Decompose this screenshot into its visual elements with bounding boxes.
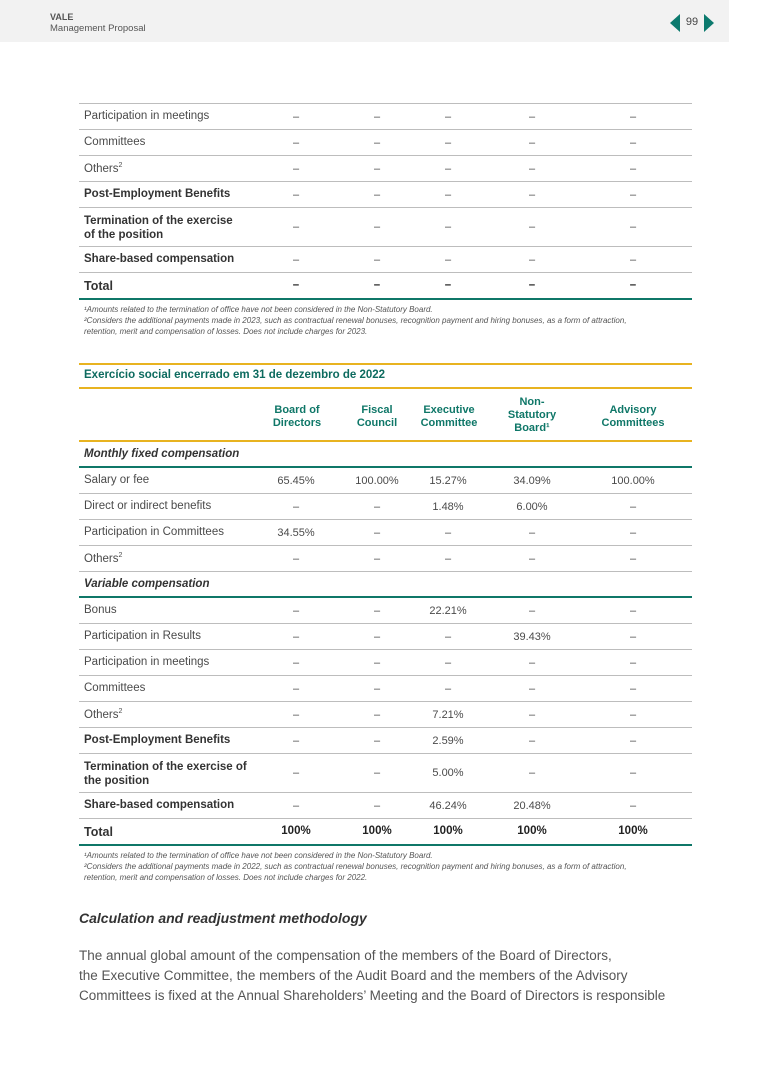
footnote: ¹Amounts related to the termination of office have not been considered in the Non-Statutory Board. [84, 305, 433, 314]
table-cell: 34.09% [513, 475, 551, 487]
table-cell: – [444, 163, 452, 175]
table-cell: – [528, 553, 536, 565]
footnote: ¹Amounts related to the termination of office have not been considered in the Non-Statutory Board. [84, 851, 433, 860]
table-row [79, 468, 692, 494]
table-row [79, 494, 692, 520]
table-cell: – [292, 111, 300, 123]
table-cell: – [629, 527, 637, 539]
table-row [79, 728, 692, 754]
table-row [79, 650, 692, 676]
table-cell: 100% [281, 825, 311, 837]
table-cell: 100.00% [355, 475, 399, 487]
column-header: Advisory Committees [601, 404, 665, 429]
table-cell: 100% [618, 825, 648, 837]
table-cell: – [444, 657, 452, 669]
row-label: Termination of the exercise of the position [84, 761, 247, 787]
footnote: ²Considers the additional payments made in 2022, such as contractual renewal bonuses, recognition payment and hiring bonuses, as a form of attraction, [84, 862, 627, 871]
table-cell: – [292, 221, 300, 233]
table-cell: – [528, 137, 536, 149]
table-cell: – [444, 254, 452, 266]
table-cell: – [444, 279, 452, 291]
row-label: Others$^2$ [84, 708, 123, 721]
paragraph-line: the Executive Committee, the members of the Audit Board and the members of the Advisory [79, 968, 628, 983]
table-cell: – [444, 553, 452, 565]
row-label: Direct or indirect benefits [84, 500, 212, 512]
table-cell: – [528, 111, 536, 123]
table-cell: – [444, 631, 452, 643]
previous-page-icon[interactable] [670, 14, 680, 32]
table-cell: – [629, 683, 637, 695]
table-cell: – [292, 657, 300, 669]
table-cell: – [373, 553, 381, 565]
table-row [79, 676, 692, 702]
row-label: Post-Employment Benefits [84, 188, 231, 200]
body-paragraph [79, 946, 699, 1006]
table-cell: 39.43% [513, 631, 551, 643]
table-cell: – [373, 683, 381, 695]
page-header [0, 0, 729, 42]
section-row [79, 572, 692, 598]
table-cell: – [373, 800, 381, 812]
table-cell: – [292, 683, 300, 695]
table-cell: 65.45% [277, 475, 315, 487]
table-cell: – [373, 137, 381, 149]
row-label: Bonus [84, 604, 117, 616]
table-footnotes [84, 850, 688, 883]
footnote: retention, merit and compensation of losses. Does not include charges for 2023. [84, 327, 368, 336]
table-total-row [79, 273, 692, 300]
row-label: Committees [84, 136, 146, 148]
table-cell: – [292, 767, 300, 779]
table-cell: – [373, 111, 381, 123]
table-cell: – [528, 254, 536, 266]
table-cell: – [444, 527, 452, 539]
table-cell: – [373, 279, 381, 291]
row-label: Post-Employment Benefits [84, 734, 231, 746]
row-label: Others$^2$ [84, 162, 123, 175]
table-row [79, 182, 692, 208]
table-cell: 15.27% [429, 475, 467, 487]
column-header: Non- Statutory Board¹ [507, 396, 557, 434]
table-cell: – [528, 221, 536, 233]
table-row [79, 754, 692, 793]
table-cell: 100% [517, 825, 547, 837]
table-row [79, 208, 692, 247]
table-cell: – [444, 221, 452, 233]
table-cell: – [373, 254, 381, 266]
table-cell: – [373, 767, 381, 779]
table-cell: – [373, 163, 381, 175]
table-cell: – [629, 631, 637, 643]
table-cell: – [629, 163, 637, 175]
table-title-bar [79, 363, 692, 389]
table-cell: – [373, 709, 381, 721]
table-cell: – [528, 657, 536, 669]
table-title: Exercício social encerrado em 31 de dezembro de 2022 [84, 369, 386, 381]
table-cell: 5.00% [432, 767, 464, 779]
table-row [79, 520, 692, 546]
table-total-row [79, 819, 692, 846]
table-cell: – [292, 800, 300, 812]
table-cell: – [528, 527, 536, 539]
table-cell: 100.00% [611, 475, 655, 487]
table-cell: – [292, 605, 300, 617]
table-cell: – [292, 553, 300, 565]
table-cell: – [528, 735, 536, 747]
table-cell: – [528, 163, 536, 175]
page-number: 99 [685, 16, 699, 28]
table-cell: – [528, 605, 536, 617]
table-cell: – [629, 189, 637, 201]
table-row [79, 546, 692, 572]
table-cell: – [373, 189, 381, 201]
next-page-icon[interactable] [704, 14, 714, 32]
column-header: Executive Committee [420, 404, 478, 429]
table-cell: – [629, 137, 637, 149]
row-label: Salary or fee [84, 474, 150, 486]
table-footnotes [84, 304, 688, 337]
table-cell: – [292, 137, 300, 149]
paragraph-line: Committees is fixed at the Annual Shareholders’ Meeting and the Board of Directors is responsible [79, 988, 666, 1003]
compensation-table-2023-continued [79, 103, 692, 300]
table-cell: – [629, 605, 637, 617]
row-label: Total [84, 825, 113, 839]
table-cell: – [292, 735, 300, 747]
brand-name: VALE [50, 12, 74, 22]
table-cell: – [629, 767, 637, 779]
table-cell: – [629, 111, 637, 123]
table-cell: 100% [362, 825, 392, 837]
table-cell: – [629, 254, 637, 266]
table-cell: – [629, 800, 637, 812]
document-subtitle: Management Proposal [50, 23, 146, 34]
table-cell: – [292, 501, 300, 513]
table-cell: – [292, 631, 300, 643]
table-cell: 46.24% [429, 800, 467, 812]
table-row [79, 103, 692, 130]
table-cell: – [373, 605, 381, 617]
row-label: Share-based compensation [84, 253, 235, 265]
table-cell: 7.21% [432, 709, 464, 721]
row-label: Termination of the exercise of the position [84, 215, 233, 241]
table-cell: – [292, 189, 300, 201]
table-row [79, 130, 692, 156]
table-cell: – [373, 657, 381, 669]
table-cell: – [528, 279, 536, 291]
table-cell: – [528, 683, 536, 695]
table-row [79, 247, 692, 273]
table-cell: – [292, 163, 300, 175]
table-cell: 2.59% [432, 735, 464, 747]
paragraph-line: The annual global amount of the compensation of the members of the Board of Directors, [79, 948, 612, 963]
table-row [79, 702, 692, 728]
table-cell: – [629, 553, 637, 565]
table-cell: 20.48% [513, 800, 551, 812]
table-row [79, 793, 692, 819]
table-cell: – [629, 735, 637, 747]
table-cell: – [528, 767, 536, 779]
table-cell: – [444, 111, 452, 123]
row-label: Participation in meetings [84, 110, 210, 122]
column-header: Board of Directors [272, 404, 322, 429]
table-cell: – [528, 189, 536, 201]
table-row [79, 624, 692, 650]
section-row [79, 442, 692, 468]
row-label: Committees [84, 682, 146, 694]
row-label: Others$^2$ [84, 552, 123, 565]
column-header: Fiscal Council [356, 404, 398, 429]
table-cell: – [629, 501, 637, 513]
table-cell: – [292, 254, 300, 266]
table-cell: 22.21% [429, 605, 467, 617]
table-cell: – [528, 709, 536, 721]
table-cell: – [444, 683, 452, 695]
table-cell: – [444, 189, 452, 201]
footnote: retention, merit and compensation of losses. Does not include charges for 2022. [84, 873, 368, 882]
table-cell: 100% [433, 825, 463, 837]
page-navigator [670, 14, 714, 32]
table-cell: – [629, 709, 637, 721]
section-label: Variable compensation [84, 578, 210, 590]
table-cell: – [373, 221, 381, 233]
table-cell: – [373, 501, 381, 513]
table-cell: 34.55% [277, 527, 315, 539]
compensation-table-2022 [79, 442, 692, 846]
table-cell: – [292, 709, 300, 721]
table-cell: – [629, 279, 637, 291]
table-row [79, 156, 692, 182]
table-cell: 1.48% [432, 501, 464, 513]
table-cell: – [373, 735, 381, 747]
table-cell: 6.00% [516, 501, 548, 513]
row-label: Share-based compensation [84, 799, 235, 811]
section-label: Monthly fixed compensation [84, 448, 240, 460]
table-row [79, 598, 692, 624]
row-label: Participation in Committees [84, 526, 224, 538]
table-cell: – [629, 657, 637, 669]
table-cell: – [373, 631, 381, 643]
section-heading: Calculation and readjustment methodology [79, 910, 367, 926]
table-cell: – [373, 527, 381, 539]
table-cell: – [292, 279, 300, 291]
row-label: Participation in Results [84, 630, 201, 642]
table-cell: – [444, 137, 452, 149]
table-cell: – [629, 221, 637, 233]
row-label: Participation in meetings [84, 656, 210, 668]
row-label: Total [84, 279, 113, 293]
footnote: ²Considers the additional payments made in 2023, such as contractual renewal bonuses, recognition payment and hiring bonuses, as a form of attraction, [84, 316, 627, 325]
